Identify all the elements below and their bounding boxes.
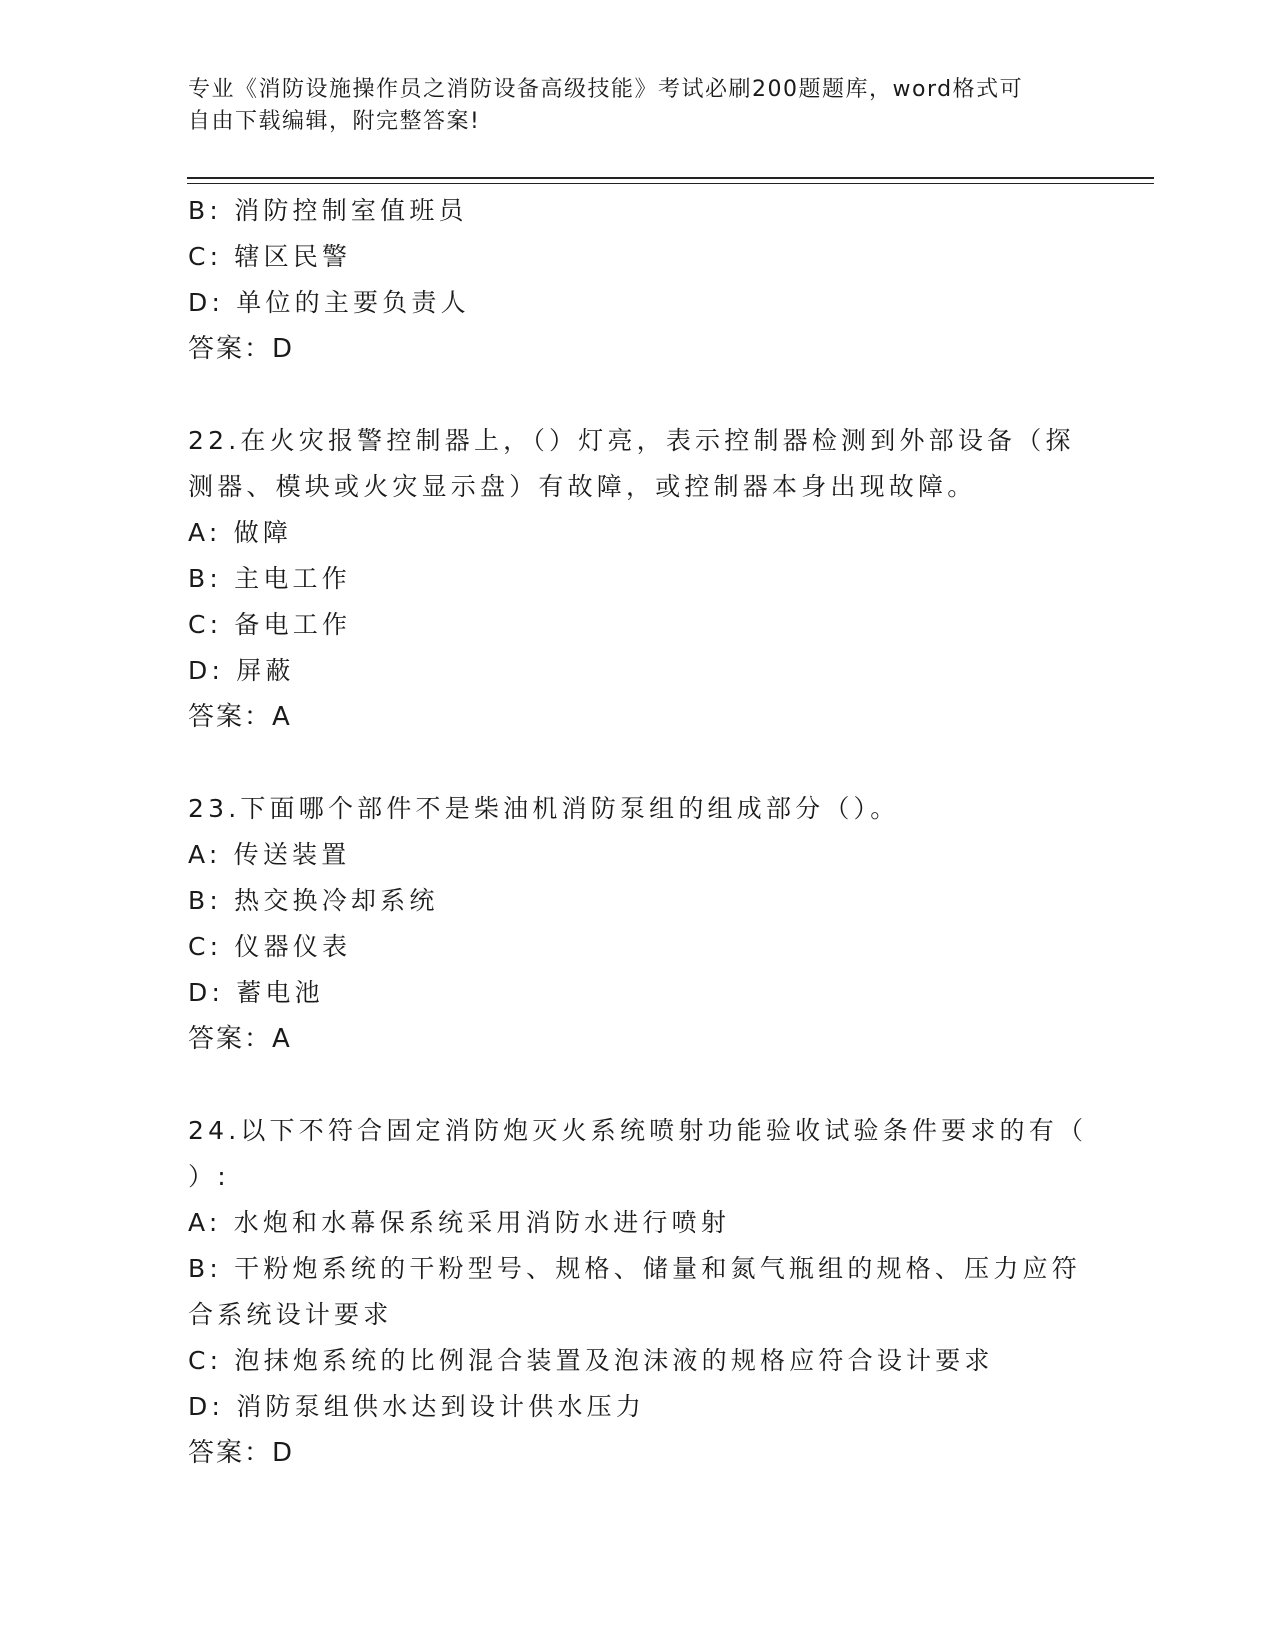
option-c: C: 辖区民警 (188, 242, 352, 271)
header-line-1: 专业《消防设施操作员之消防设备高级技能》考试必刷200题题库，word格式可 (188, 77, 1024, 102)
question-24 (188, 1108, 1088, 1476)
answer-label: 答案：D (188, 334, 295, 364)
question-text-line-2: 测器、模块或火灾显示盘）有故障，或控制器本身出现故障。 (188, 472, 977, 501)
option-b: B: 消防控制室值班员 (188, 196, 468, 225)
option-b: B: 干粉炮系统的干粉型号、规格、储量和氮气瓶组的规格、压力应符 (188, 1254, 1081, 1283)
answer-label: 答案：D (188, 1438, 295, 1468)
question-23 (188, 786, 1088, 1062)
header-line-2: 自由下载编辑，附完整答案! (188, 109, 481, 134)
question-22 (188, 418, 1088, 740)
option-a: A: 传送装置 (188, 840, 351, 869)
option-c: C: 仪器仪表 (188, 932, 352, 961)
question-21-tail (188, 188, 1088, 372)
answer-label: 答案：A (188, 702, 292, 732)
question-list (188, 188, 1088, 1476)
header-divider-thin (187, 183, 1154, 184)
answer-label: 答案：A (188, 1024, 292, 1054)
question-text-line-2: ）: (188, 1162, 230, 1191)
question-text-line-1: 23.下面哪个部件不是柴油机消防泵组的组成部分（）。 (188, 794, 900, 823)
header-divider-thick (187, 177, 1154, 179)
option-b: B: 热交换冷却系统 (188, 886, 439, 915)
question-text-line-1: 24.以下不符合固定消防炮灭火系统喷射功能验收试验条件要求的有（ (188, 1116, 1088, 1145)
option-c: C: 备电工作 (188, 610, 352, 639)
spacer (188, 740, 1088, 786)
document-header (188, 74, 1088, 138)
option-d: D: 蓄电池 (188, 978, 324, 1007)
option-d: D: 消防泵组供水达到设计供水压力 (188, 1392, 646, 1421)
option-b-continued: 合系统设计要求 (188, 1300, 393, 1329)
spacer (188, 1062, 1088, 1108)
option-d: D: 单位的主要负责人 (188, 288, 470, 317)
question-text-line-1: 22.在火灾报警控制器上，（）灯亮，表示控制器检测到外部设备（探 (188, 426, 1075, 455)
option-a: A: 水炮和水幕保系统采用消防水进行喷射 (188, 1208, 731, 1237)
spacer (188, 372, 1088, 418)
option-d: D: 屏蔽 (188, 656, 295, 685)
option-c: C: 泡抹炮系统的比例混合装置及泡沫液的规格应符合设计要求 (188, 1346, 994, 1375)
option-b: B: 主电工作 (188, 564, 351, 593)
option-a: A: 做障 (188, 518, 293, 547)
